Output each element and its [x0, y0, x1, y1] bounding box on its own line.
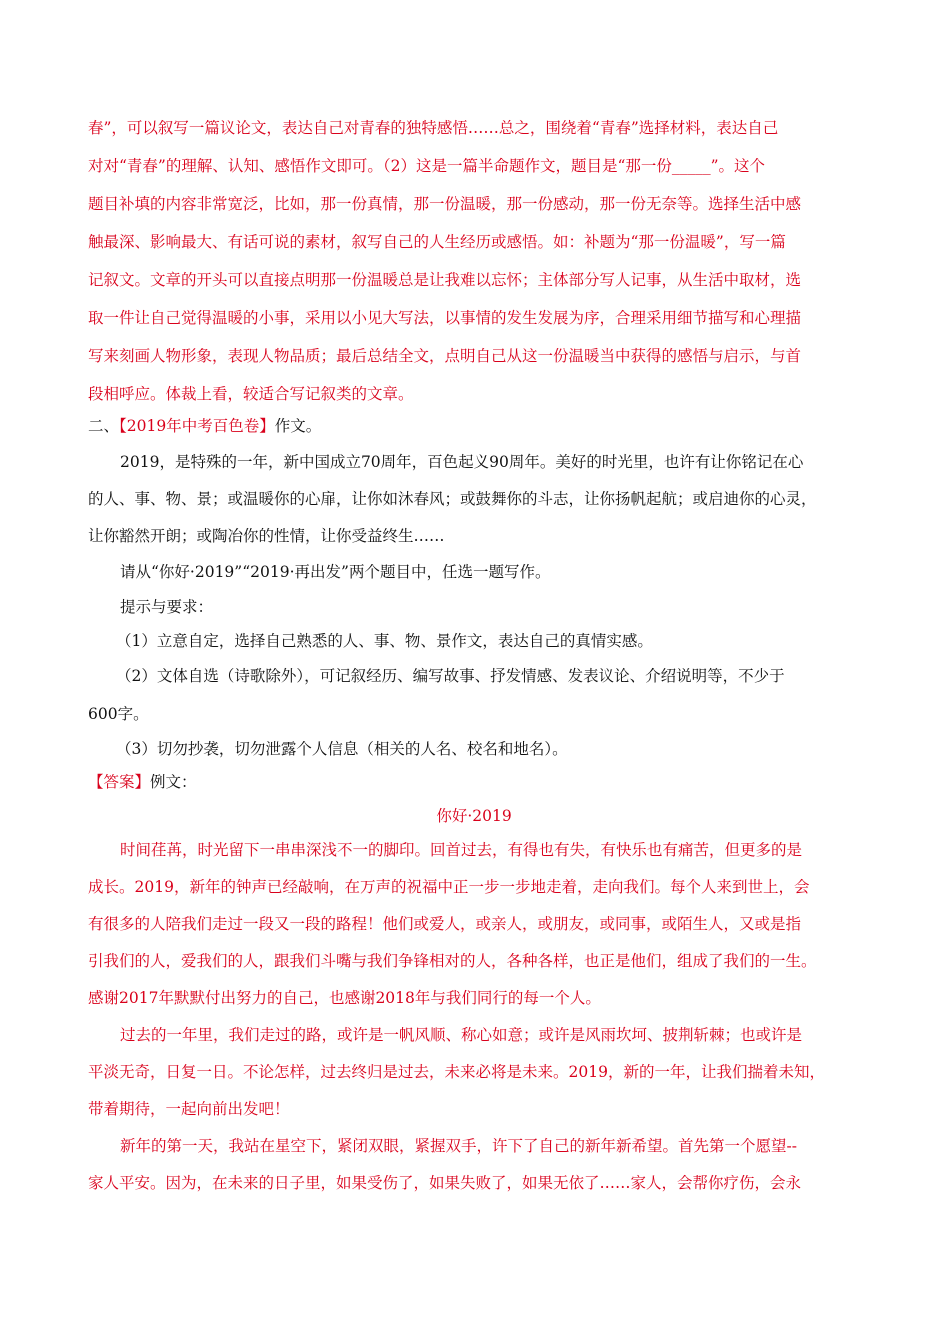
- question-number: 二、: [88, 417, 120, 435]
- question-type: 作文。: [274, 417, 322, 435]
- answer-label: [88, 772, 197, 792]
- essay-line: 过去的一年里，我们走过的路，或许是一帆风顺、称心如意；或许是风雨坎坷、披荆斩棘；也或许是: [120, 1026, 803, 1044]
- requirement-2-cont: 600字。: [88, 705, 149, 723]
- answer-tag: 【答案】: [88, 773, 151, 791]
- question-heading: [88, 416, 321, 436]
- requirement-1: （1）立意自定，选择自己熟悉的人、事、物、景作文，表达自己的真情实感。: [116, 632, 653, 650]
- analysis-line: 春”，可以叙写一篇议论文，表达自己对青春的独特感悟……总之，围绕着“青春”选择材料，表达自己: [88, 119, 779, 137]
- analysis-line: 段相呼应。体裁上看，较适合写记叙类的文章。: [88, 385, 414, 403]
- essay-line: 平淡无奇，日复一日。不论怎样，过去终归是过去，未来必将是未来。2019，新的一年，让我们揣着未知，: [88, 1063, 825, 1081]
- analysis-line: 写来刻画人物形象，表现人物品质；最后总结全文，点明自己从这一份温暖当中获得的感悟与启示，与首: [88, 347, 802, 365]
- essay-line: 带着期待，一起向前出发吧！: [88, 1100, 290, 1118]
- analysis-line: 对对“青春”的理解、认知、感悟作文即可。（2）这是一篇半命题作文，题目是“那一份_____”。这个: [88, 157, 766, 175]
- essay-title: 你好·2019: [436, 807, 512, 825]
- essay-line: 感谢2017年默默付出努力的自己，也感谢2018年与我们同行的每一个人。: [88, 989, 601, 1007]
- essay-line: 家人平安。因为，在未来的日子里，如果受伤了，如果失败了，如果无依了……家人，会帮你疗伤，会永: [88, 1174, 802, 1192]
- answer-text: 例文：: [150, 773, 197, 791]
- essay-line: 成长。2019，新年的钟声已经敲响，在万声的祝福中正一步一步地走着，走向我们。每个人来到世上，会: [88, 878, 810, 896]
- essay-line: 有很多的人陪我们走过一段又一段的路程！他们或爱人，或亲人，或朋友，或同事，或陌生人，又或是指: [88, 915, 802, 933]
- essay-line: 时间荏苒，时光留下一串串深浅不一的脚印。回首过去，有得也有失，有快乐也有痛苦，但更多的是: [120, 841, 803, 859]
- prompt-line: 的人、事、物、景；或温暖你的心扉，让你如沐春风；或鼓舞你的斗志，让你扬帆起航；或启迪你的心灵，: [88, 490, 817, 508]
- prompt-line: 2019，是特殊的一年，新中国成立70周年，百色起义90周年。美好的时光里，也许有让你铭记在心: [120, 453, 804, 471]
- requirement-2: （2）文体自选（诗歌除外），可记叙经历、编写故事、抒发情感、发表议论、介绍说明等，不少于: [116, 667, 785, 685]
- instruction: 请从“你好·2019”“2019·再出发”两个题目中，任选一题写作。: [120, 563, 551, 581]
- question-source-tag: 【2019年中考百色卷】: [119, 417, 275, 435]
- prompt-line: 让你豁然开朗；或陶冶你的性情，让你受益终生……: [88, 527, 445, 545]
- essay-line: 新年的第一天，我站在星空下，紧闭双眼，紧握双手，许下了自己的新年新希望。首先第一个愿望--: [120, 1137, 797, 1155]
- analysis-line: 题目补填的内容非常宽泛，比如，那一份真情，那一份温暖，那一份感动，那一份无奈等。选择生活中感: [88, 195, 802, 213]
- analysis-line: 记叙文。文章的开头可以直接点明那一份温暖总是让我难以忘怀；主体部分写人记事，从生活中取材，选: [88, 271, 802, 289]
- analysis-line: 触最深、影响最大、有话可说的素材，叙写自己的人生经历或感悟。如：补题为“那一份温暖”，写一篇: [88, 233, 786, 251]
- analysis-line: 取一件让自己觉得温暖的小事，采用以小见大写法，以事情的发生发展为序，合理采用细节描写和心理描: [88, 309, 802, 327]
- requirement-3: （3）切勿抄袭，切勿泄露个人信息（相关的人名、校名和地名）。: [116, 740, 568, 758]
- essay-line: 引我们的人，爱我们的人，跟我们斗嘴与我们争锋相对的人，各种各样，也正是他们，组成了我们的一生。: [88, 952, 817, 970]
- tips-heading: 提示与要求：: [120, 598, 214, 616]
